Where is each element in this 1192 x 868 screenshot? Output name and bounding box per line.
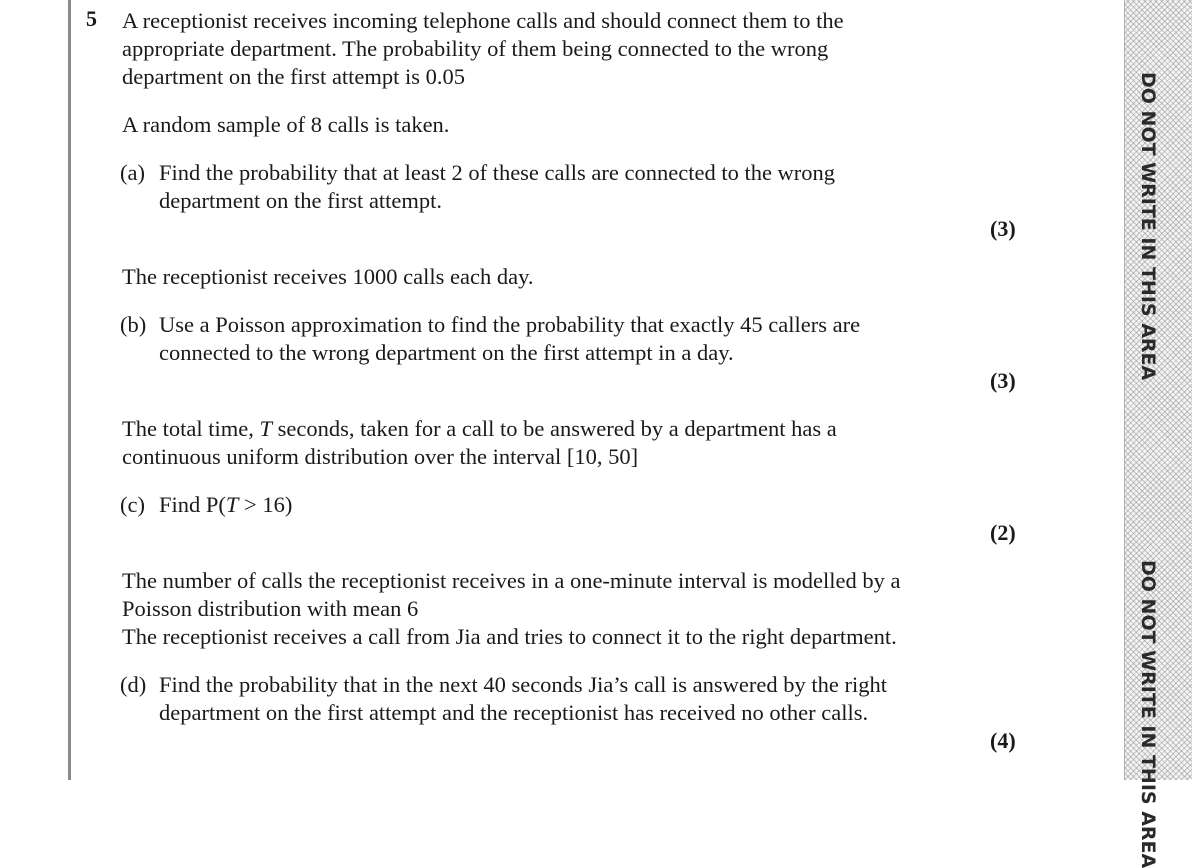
context-b: The receptionist receives 1000 calls each day. bbox=[122, 264, 534, 289]
context-d-line-3: The receptionist receives a call from Jia and tries to connect it to the right department. bbox=[122, 624, 897, 649]
part-a-line-2: department on the first attempt. bbox=[159, 188, 443, 213]
question-number: 5 bbox=[86, 6, 97, 31]
context-d-line-1: The number of calls the receptionist receives in a one-minute interval is modelled by a bbox=[122, 568, 901, 593]
part-a-line-1: Find the probability that at least 2 of these calls are connected to the wrong bbox=[159, 160, 836, 185]
part-b-marks: (3) bbox=[990, 368, 1016, 393]
part-c-marks: (2) bbox=[990, 520, 1016, 545]
part-c-letter: (c) bbox=[120, 492, 145, 517]
part-d-letter: (d) bbox=[120, 672, 147, 697]
part-b-letter: (b) bbox=[120, 312, 147, 337]
part-c-line: Find P(T > 16) bbox=[159, 492, 293, 517]
part-d-marks: (4) bbox=[990, 728, 1016, 753]
sample-statement: A random sample of 8 calls is taken. bbox=[122, 112, 450, 137]
context-c-line-2: continuous uniform distribution over the interval [10, 50] bbox=[122, 444, 639, 469]
page-left-border bbox=[68, 0, 71, 780]
intro-line-3: department on the first attempt is 0.05 bbox=[122, 64, 466, 89]
do-not-write-label-top: DO NOT WRITE IN THIS AREA bbox=[1137, 72, 1159, 381]
context-c-line-1: The total time, T seconds, taken for a call to be answered by a department has a bbox=[122, 416, 837, 441]
part-d-line-2: department on the first attempt and the receptionist has received no other calls. bbox=[159, 700, 869, 725]
context-d-line-2: Poisson distribution with mean 6 bbox=[122, 596, 419, 621]
do-not-write-label-bottom: DO NOT WRITE IN THIS AREA bbox=[1137, 560, 1159, 868]
part-b-line-2: connected to the wrong department on the first attempt in a day. bbox=[159, 340, 734, 365]
part-a-letter: (a) bbox=[120, 160, 145, 185]
intro-line-1: A receptionist receives incoming telephone calls and should connect them to the bbox=[122, 8, 844, 33]
part-d-line-1: Find the probability that in the next 40 seconds Jia’s call is answered by the right bbox=[159, 672, 887, 697]
part-a-marks: (3) bbox=[990, 216, 1016, 241]
intro-line-2: appropriate department. The probability of them being connected to the wrong bbox=[122, 36, 829, 61]
part-b-line-1: Use a Poisson approximation to find the probability that exactly 45 callers are bbox=[159, 312, 861, 337]
